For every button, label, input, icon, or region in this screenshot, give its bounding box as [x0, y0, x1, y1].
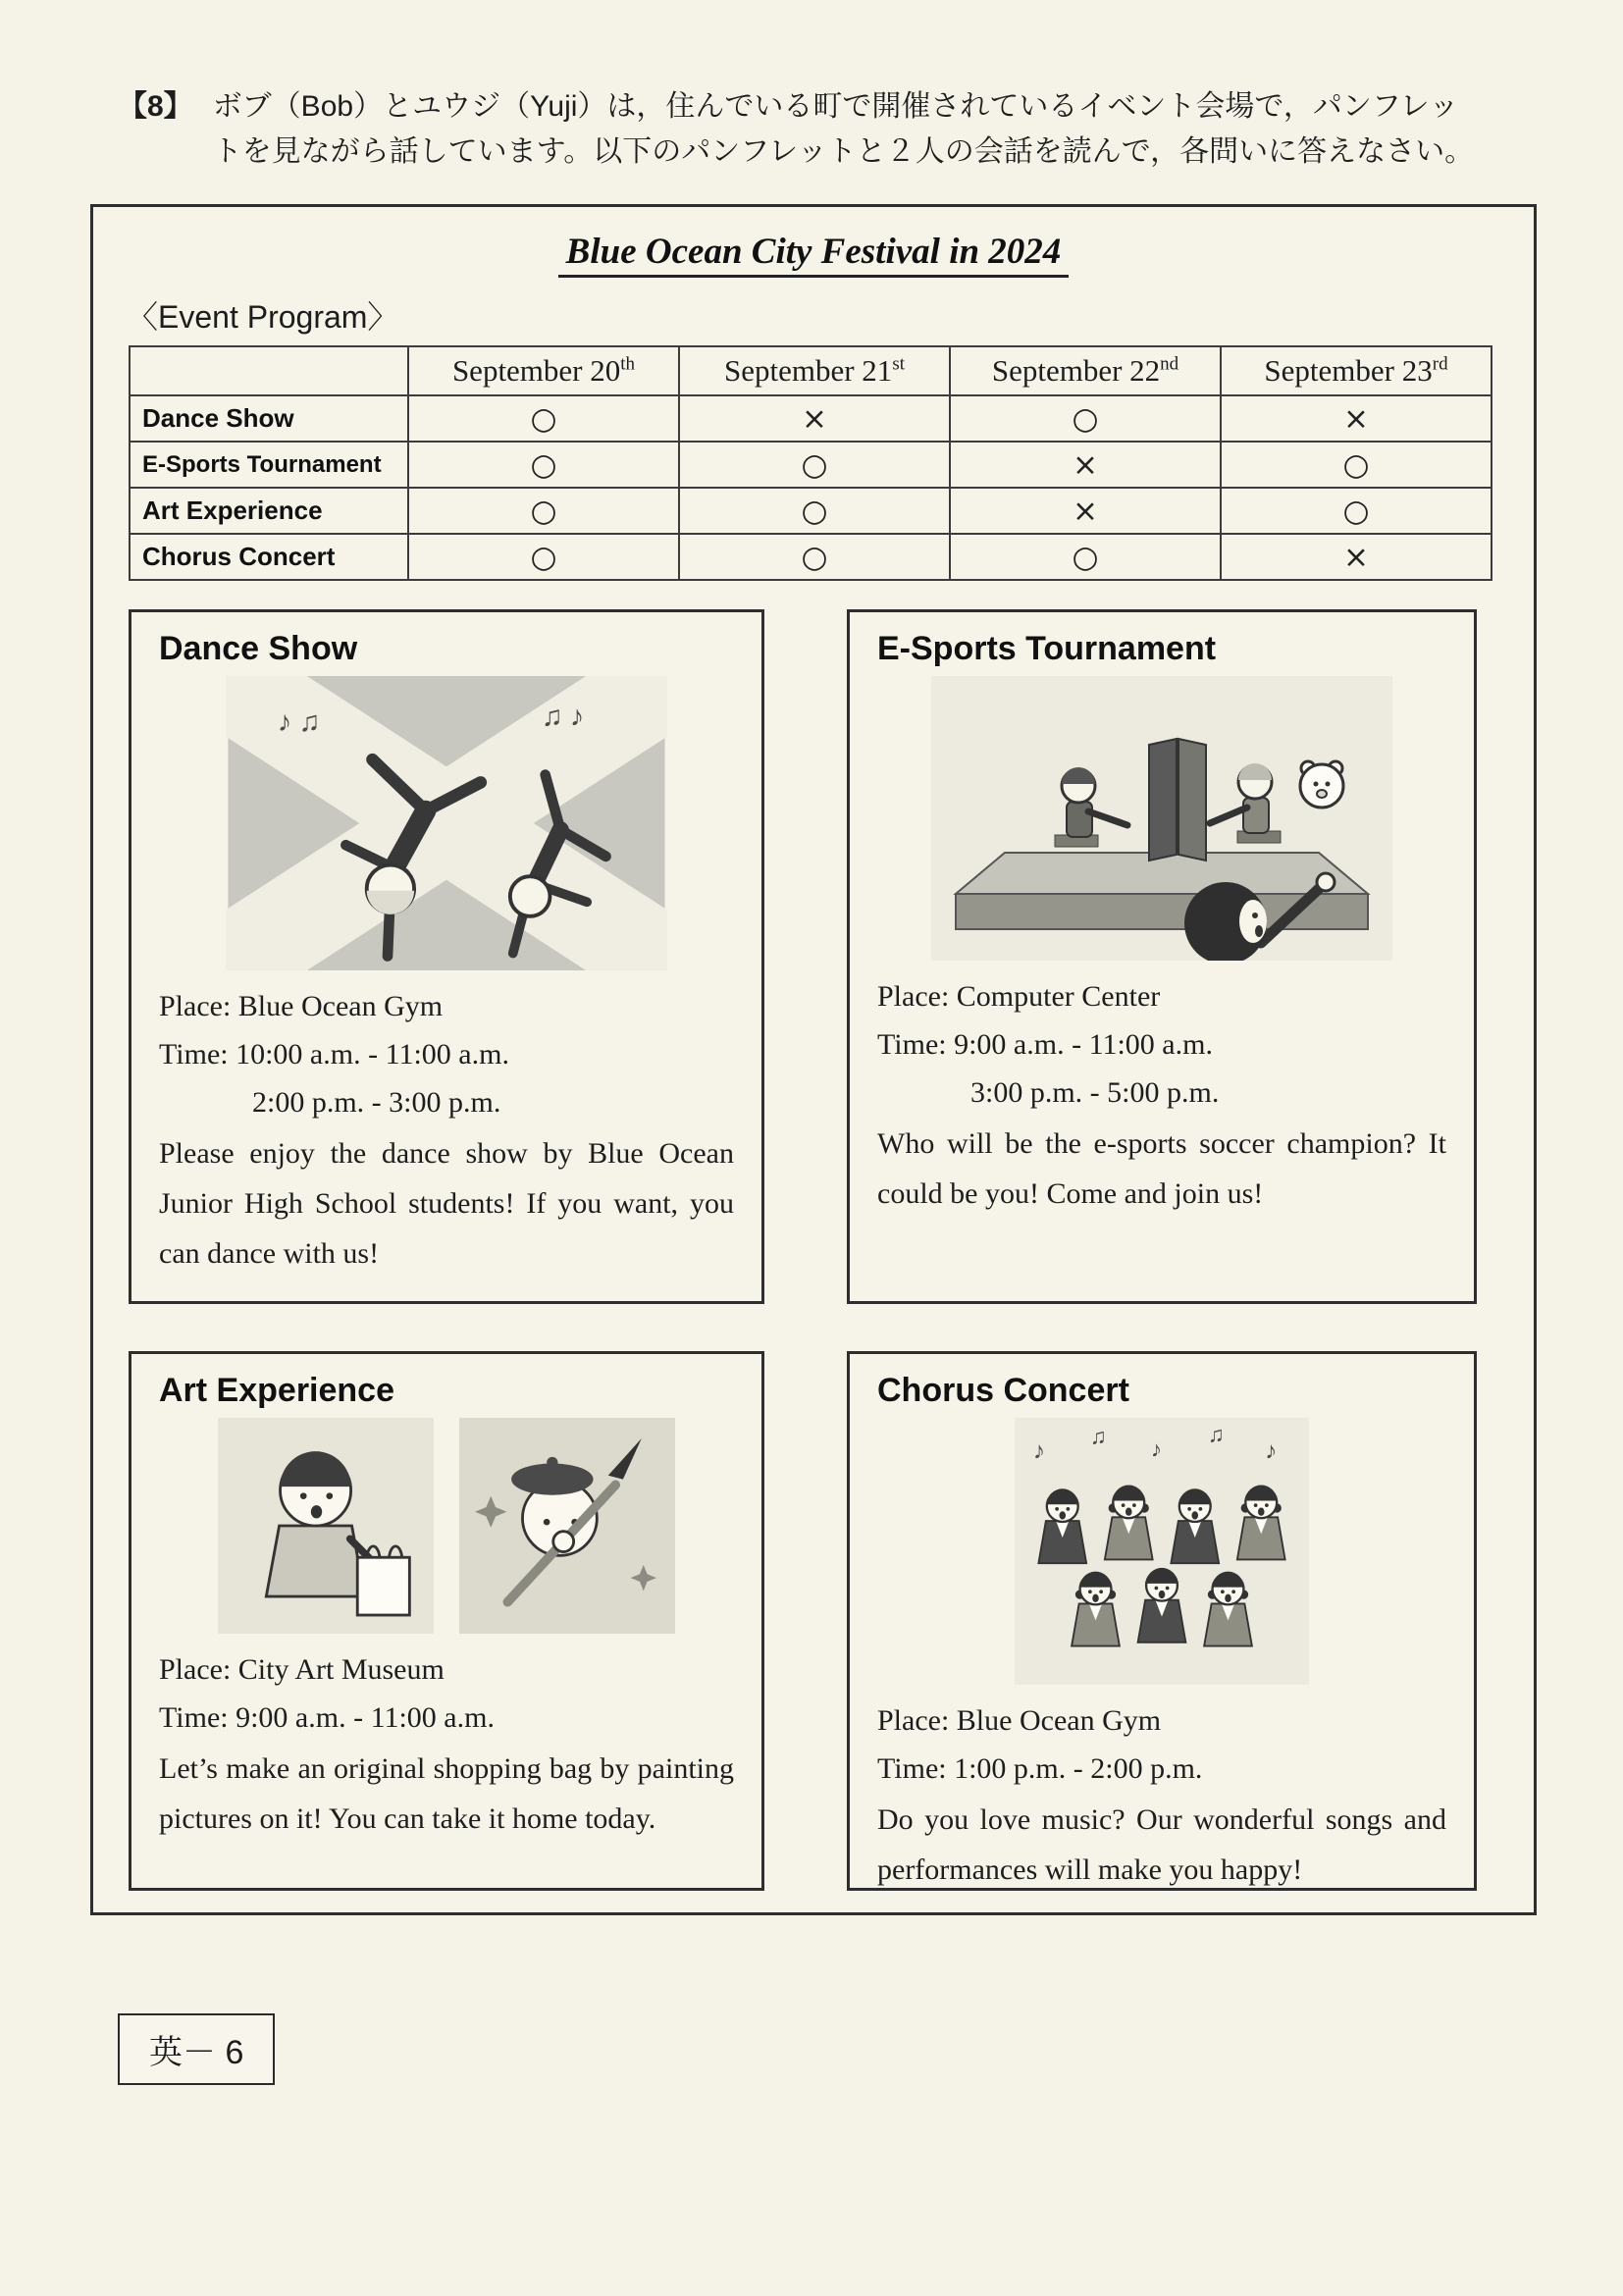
painting-kids-illustration [159, 1418, 734, 1634]
event-schedule-table [129, 345, 1492, 581]
event-time: Time: 9:00 a.m. - 11:00 a.m. [159, 1701, 495, 1734]
problem-instructions [118, 84, 1521, 175]
event-card-esports [847, 609, 1477, 1304]
event-description: Do you love music? Our wonderful songs and performances will make you happy! [877, 1803, 1446, 1886]
esports-image [931, 676, 1392, 961]
event-description: Who will be the e-sports soccer champion? It could be you! Come and join us! [877, 1127, 1446, 1210]
schedule-mark: ○ [408, 534, 679, 580]
event-time-2: 2:00 p.m. - 3:00 p.m. [252, 1086, 501, 1119]
event-place: Place: City Art Museum [159, 1653, 445, 1686]
instruction-line-1: ボブ（Bob）とユウジ（Yuji）は，住んでいる町で開催されているイベント会場で，パンフレッ [212, 90, 1459, 123]
schedule-date-header-4 [1221, 346, 1492, 395]
svg-text:♫: ♫ [1207, 1422, 1225, 1447]
problem-number: 【8】 [118, 90, 193, 123]
schedule-mark: × [1221, 395, 1492, 442]
event-time: Time: 10:00 a.m. - 11:00 a.m. [159, 1038, 509, 1070]
schedule-mark: ○ [679, 534, 950, 580]
event-place: Place: Blue Ocean Gym [877, 1704, 1162, 1737]
event-time: Time: 1:00 p.m. - 2:00 p.m. [877, 1752, 1203, 1785]
esports-players-illustration [877, 676, 1446, 961]
schedule-mark: ○ [950, 534, 1221, 580]
dance-show-image [226, 676, 667, 970]
date-text: September 21 [723, 353, 893, 388]
schedule-event-name: E-Sports Tournament [130, 442, 408, 488]
schedule-mark: ○ [1221, 442, 1492, 488]
schedule-mark: ○ [408, 442, 679, 488]
date-text: September 20 [451, 353, 621, 388]
page-number-box [118, 2013, 275, 2085]
schedule-mark: × [679, 395, 950, 442]
svg-text:♪: ♪ [1150, 1436, 1162, 1462]
svg-text:♪: ♪ [1032, 1437, 1045, 1465]
chorus-image [1015, 1418, 1309, 1685]
schedule-header-row [130, 346, 1492, 395]
schedule-date-header-1 [408, 346, 679, 395]
program-heading: 〈Event Program〉 [127, 299, 399, 335]
pamphlet-title-text: Blue Ocean City Festival in 2024 [558, 232, 1070, 278]
event-time: Time: 9:00 a.m. - 11:00 a.m. [877, 1028, 1213, 1061]
svg-text:♪: ♪ [1265, 1437, 1278, 1465]
event-title: Art Experience [159, 1372, 394, 1409]
event-title: Chorus Concert [877, 1372, 1129, 1409]
date-text: September 23 [1264, 353, 1433, 388]
date-ordinal: st [892, 353, 905, 375]
date-text: September 22 [991, 353, 1161, 388]
schedule-row-dance-show [130, 395, 1492, 442]
event-description: Please enjoy the dance show by Blue Ocean Junior High School students! If you want, you can dance with us! [159, 1137, 734, 1270]
breakdancers-illustration [159, 676, 734, 970]
event-card-art-experience [129, 1351, 764, 1891]
date-ordinal: th [620, 353, 636, 375]
schedule-mark: × [950, 488, 1221, 534]
schedule-row-esports [130, 442, 1492, 488]
event-card-dance-show [129, 609, 764, 1304]
event-place: Place: Blue Ocean Gym [159, 990, 444, 1022]
event-description: Let’s make an original shopping bag by painting pictures on it! You can take it home today. [159, 1752, 734, 1835]
schedule-event-name: Chorus Concert [130, 534, 408, 580]
date-ordinal: nd [1160, 353, 1179, 375]
schedule-row-chorus [130, 534, 1492, 580]
schedule-mark: ○ [408, 395, 679, 442]
festival-pamphlet [90, 204, 1537, 1915]
svg-text:♫ ♪: ♫ ♪ [541, 701, 585, 733]
schedule-corner-cell [130, 346, 408, 395]
event-card-chorus-concert [847, 1351, 1477, 1891]
schedule-mark: ○ [408, 488, 679, 534]
schedule-event-name: Dance Show [130, 395, 408, 442]
event-title: Dance Show [159, 630, 358, 667]
schedule-event-name: Art Experience [130, 488, 408, 534]
svg-text:♪ ♫: ♪ ♫ [277, 706, 321, 739]
schedule-mark: ○ [1221, 488, 1492, 534]
schedule-mark: × [1221, 534, 1492, 580]
svg-text:♫: ♫ [1089, 1424, 1107, 1449]
schedule-date-header-2 [679, 346, 950, 395]
instruction-text [213, 84, 1475, 175]
schedule-row-art [130, 488, 1492, 534]
schedule-mark: ○ [679, 488, 950, 534]
event-time-2: 3:00 p.m. - 5:00 p.m. [970, 1076, 1220, 1109]
schedule-mark: × [950, 442, 1221, 488]
schedule-date-header-3 [950, 346, 1221, 395]
event-title: E-Sports Tournament [877, 630, 1217, 667]
girl-with-paintbrush-image [459, 1418, 675, 1634]
pamphlet-title [93, 231, 1534, 273]
page-number: 英－ 6 [149, 2034, 244, 2071]
instruction-line-2: トを見ながら話しています。以下のパンフレットと２人の会話を読んで，各問いに答えなさい。 [212, 135, 1475, 168]
choir-illustration [877, 1418, 1446, 1685]
schedule-mark: ○ [679, 442, 950, 488]
event-place: Place: Computer Center [877, 980, 1161, 1013]
boy-with-bag-image [218, 1418, 434, 1634]
schedule-mark: ○ [950, 395, 1221, 442]
date-ordinal: rd [1432, 353, 1448, 375]
